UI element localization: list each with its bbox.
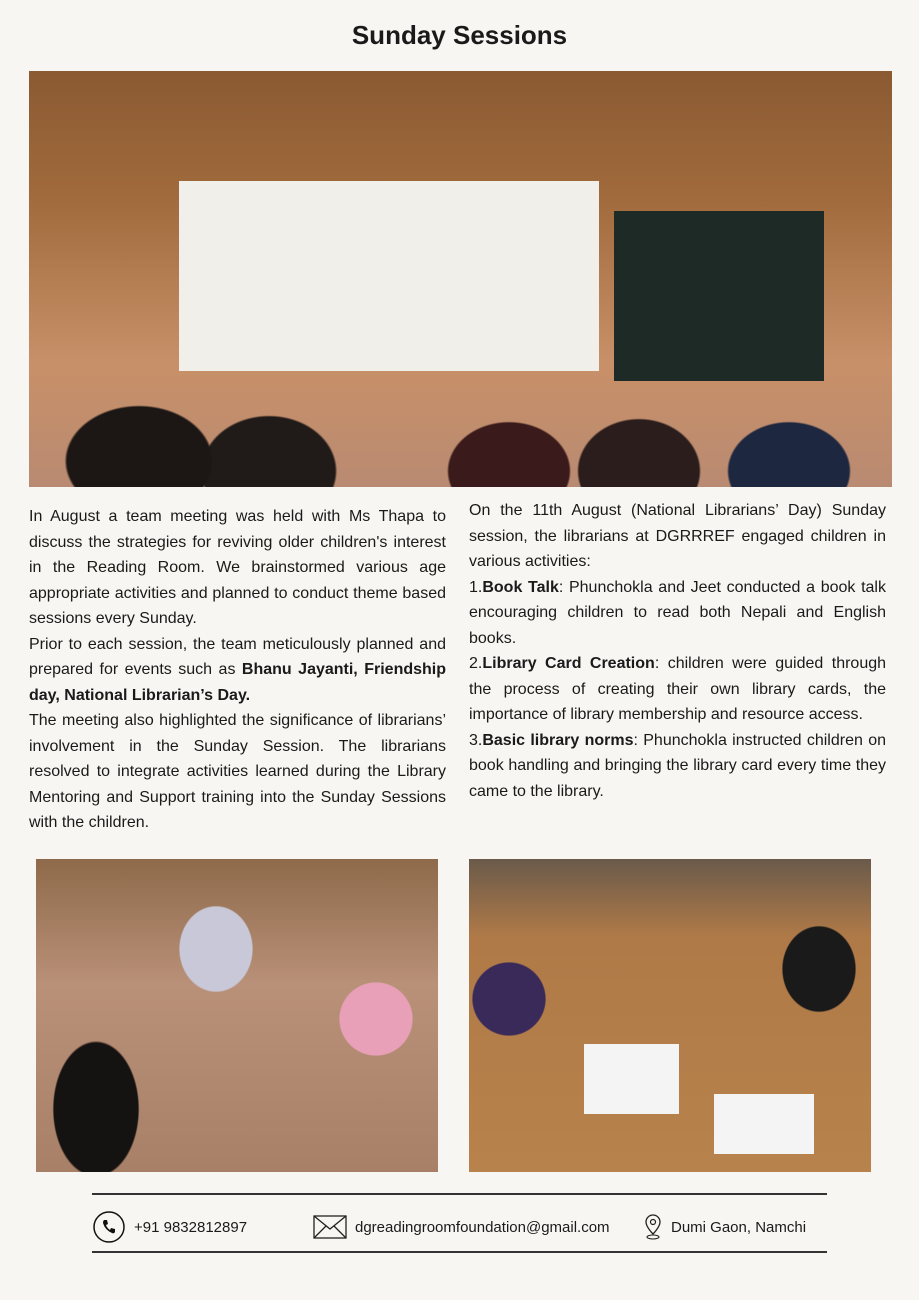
paragraph: On the 11th August (National Librarians’ Day) Sunday session, the librarians at DGRRREF engaged children in various activities: [469,502,886,570]
phone-icon [92,1210,126,1244]
footer-phone [92,1212,247,1242]
location-pin-icon [643,1213,663,1241]
location-text: Dumi Gaon, Namchi [671,1218,807,1236]
paragraph: The meeting also highlighted the significance of librarians’ involvement in the Sunday Session. The librarians resolved to integrate activities learned during the Library Mentoring and Support training into the Sunday Sessions with the children. [29,712,446,831]
footer-email [313,1212,610,1242]
paragraph [29,632,446,709]
photo-children-circle [36,859,438,1172]
left-column [29,504,446,836]
list-item [469,575,886,652]
paragraph: In August a team meeting was held with Ms Thapa to discuss the strategies for reviving older children's interest in the Reading Room. We brainstormed various age appropriate activities and planned to conduct theme based sessions every Sunday. [29,508,446,627]
item-text: : children were guided through the process of creating their own library cards, the importance of library membership and resource access. [469,655,887,723]
list-item [469,651,886,728]
list-item [469,728,886,805]
item-number: 3. [469,731,483,749]
mail-icon [313,1215,347,1239]
email-address[interactable]: dgreadingroomfoundation@gmail.com [355,1218,610,1236]
item-number: 1. [469,578,483,596]
events-bold: Bhanu Jayanti, Friendship day, National Librarian’s Day. [29,661,447,704]
photo-card-creation [469,859,871,1172]
footer-location [643,1212,806,1242]
item-title: Book Talk [482,578,559,596]
photo-classroom-session [29,71,892,487]
footer-divider-bottom [92,1251,827,1253]
item-title: Library Card Creation [482,655,655,672]
item-text: : Phunchokla instructed children on book handling and bringing the library card every time they came to the library. [469,731,886,800]
right-column [469,498,886,804]
item-text: : Phunchokla and Jeet conducted a book talk encouraging children to read both Nepali and English books. [469,578,886,647]
paragraph-text: Prior to each session, the team meticulously planned and prepared for events such as [29,635,446,678]
item-title: Basic library norms [482,731,634,749]
item-number: 2. [469,655,483,672]
phone-number[interactable]: +91 9832812897 [134,1218,248,1236]
page-title: Sunday Sessions [351,20,568,50]
footer-divider-top [92,1193,827,1195]
